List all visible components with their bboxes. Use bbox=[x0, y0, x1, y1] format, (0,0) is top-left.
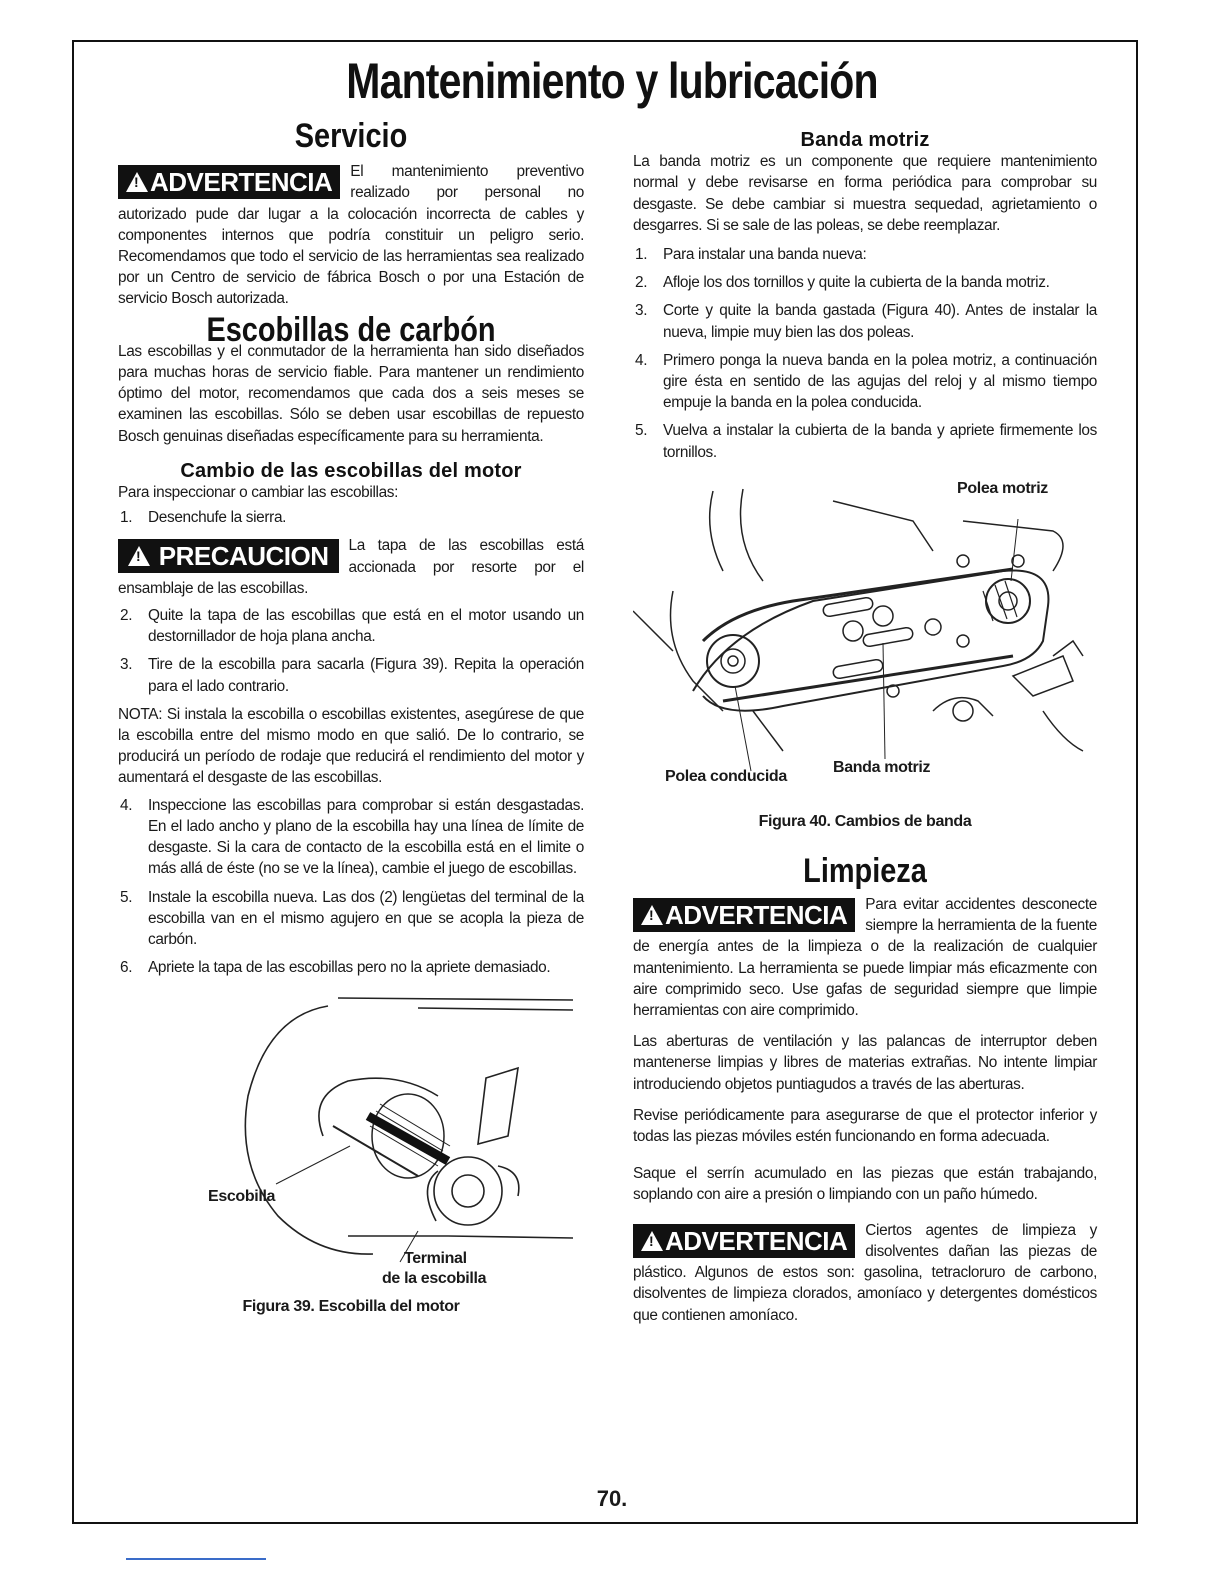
page-title: Mantenimiento y lubricación bbox=[346, 53, 878, 109]
servicio-warning-text: El mantenimiento preventivo realizado por personal no autorizado pude dar lugar a la colocación incorrecta de cables y componentes internos que podría constituir un peligro serio. Recomendamos que todo el servicio de las herramientas sea realizado por un Centro de servicio de fábrica Bosch o por una Estación de servicio Bosch autorizada. bbox=[118, 163, 584, 308]
escobillas-intro: Las escobillas y el conmutador de la herramienta han sido diseñados para muchas horas de servicio fiable. Para mantener un rendimiento óptimo del motor, recomendamos que cada dos a seis meses se examinen las escobillas. Sólo se deben usar escobillas de repuesto Bosch genuinas diseñadas específicamente para su herramienta. bbox=[118, 342, 584, 445]
limpieza-warning-1-text: Para evitar accidentes desconecte siempre la herramienta de la fuente de energía antes de la limpieza o de la realización de cualquier mantenimiento. La herramienta se puede limpiar más eficazmente con aire comprimido seco. Use gafas de seguridad siempre que limpie herramientas con aire comprimido. bbox=[633, 896, 1097, 1020]
banda-intro: La banda motriz es un componente que requiere mantenimiento normal y debe revisarse en forma periódica para comprobar su desgaste. Se debe cambiar si muestra sequedad, agrietamiento o desgarres. Si se sale de las poleas, se debe reemplazar. bbox=[633, 153, 1097, 234]
drive-pulley-leader-line bbox=[1011, 519, 1018, 581]
belt-leader-line bbox=[883, 643, 885, 759]
list-item: 2. Afloje los dos tornillos y quite la cubierta de la banda motriz. bbox=[635, 274, 1050, 292]
cambio-steps-c bbox=[118, 795, 584, 979]
cambio-heading: Cambio de las escobillas del motor bbox=[180, 459, 522, 482]
list-item: 3. Tire de la escobilla para sacarla (Figura 39). Repita la operación para el lado contrario. bbox=[120, 656, 584, 695]
bottom-accent-line bbox=[126, 1558, 266, 1560]
list-item: 6. Apriete la tapa de las escobillas pero no la apriete demasiado. bbox=[120, 959, 551, 977]
servicio-heading: Servicio bbox=[294, 117, 408, 155]
cambio-nota: NOTA: Si instala la escobilla o escobillas existentes, asegúrese de que la escobilla entre del mismo modo en que salió. De lo contrario, se producirá un período de rodaje que reducirá el rendimiento del motor y aumentará el desgaste de las escobillas. bbox=[118, 705, 584, 787]
cambio-intro: Para inspeccionar o cambiar las escobillas: bbox=[118, 484, 399, 502]
list-item: 5. Instale la escobilla nueva. Las dos (2) lengüetas del terminal de la escobilla van en el mismo agujero en que se acopla la pieza de carbón. bbox=[120, 888, 584, 948]
list-item: 1. Para instalar una banda nueva: bbox=[635, 246, 867, 264]
banda-steps bbox=[633, 244, 1097, 463]
servicio-warning bbox=[118, 161, 584, 309]
warning-badge-label: ADVERTENCIA bbox=[665, 1225, 848, 1256]
figure-40 bbox=[633, 481, 1097, 861]
cambio-steps-a bbox=[118, 507, 584, 528]
label-banda-motriz: Banda motriz bbox=[833, 758, 931, 776]
list-item: 2. Quite la tapa de las escobillas que está en el motor usando un destornillador de hoja plana ancha. bbox=[120, 607, 584, 646]
label-polea-motriz: Polea motriz bbox=[957, 479, 1048, 497]
figure-39-illustration bbox=[118, 986, 584, 1276]
cambio-caution bbox=[118, 535, 584, 599]
label-terminal-line2: de la escobilla bbox=[382, 1270, 487, 1288]
banda-heading: Banda motriz bbox=[800, 129, 930, 151]
warning-triangle-icon bbox=[126, 172, 148, 192]
list-item: 4. Primero ponga la nueva banda en la polea motriz, a continuación gire ésta en sentido de las agujas del reloj y al mismo tiempo empuje la banda en la polea conducida. bbox=[635, 351, 1097, 412]
figure-39-caption: Figura 39. Escobilla del motor bbox=[242, 1298, 460, 1316]
figure-39 bbox=[118, 986, 584, 1316]
caution-triangle-icon bbox=[128, 546, 150, 566]
label-escobilla: Escobilla bbox=[208, 1188, 276, 1206]
left-column bbox=[118, 117, 584, 1316]
figure-40-caption: Figura 40. Cambios de banda bbox=[758, 812, 972, 830]
label-terminal-line1: Terminal bbox=[404, 1250, 467, 1268]
caution-badge bbox=[118, 539, 339, 573]
page-number: 70. bbox=[596, 1486, 628, 1511]
warning-badge-label: ADVERTENCIA bbox=[665, 900, 848, 931]
right-column bbox=[633, 126, 1097, 1332]
list-item: 1. Desenchufe la sierra. bbox=[120, 509, 287, 527]
limpieza-warning-2-text: Ciertos agentes de limpieza y disolventes dañan las piezas de plástico. Algunos de estos son: gasolina, tetracloruro de carbono, disolventes de limpieza clorados, amoníaco y detergentes domésticos que contienen amoníaco. bbox=[633, 1221, 1097, 1324]
caution-badge-label: PRECAUCION bbox=[158, 541, 329, 572]
list-item: 3. Corte y quite la banda gastada (Figura 40). Antes de instalar la nueva, limpie muy bien las dos poleas. bbox=[635, 302, 1097, 341]
escobillas-heading: Escobillas de carbón bbox=[206, 310, 496, 349]
limpieza-p1: Las aberturas de ventilación y las palancas de interruptor deben mantenerse limpias y libres de materias extrañas. No intente limpiar introduciendo objetos puntiagudos a través de las aberturas. bbox=[633, 1033, 1097, 1093]
warning-triangle-icon bbox=[641, 1231, 663, 1251]
brush-leader-line bbox=[276, 1146, 350, 1184]
warning-badge bbox=[633, 1224, 855, 1258]
cambio-caution-text: La tapa de las escobillas está accionada por resorte por el ensamblaje de las escobillas. bbox=[118, 537, 584, 597]
warning-badge-label: ADVERTENCIA bbox=[150, 167, 333, 198]
cambio-steps-b bbox=[118, 605, 584, 697]
list-item: 5. Vuelva a instalar la cubierta de la banda y apriete firmemente los tornillos. bbox=[635, 422, 1097, 461]
limpieza-p2: Revise periódicamente para asegurarse de que el protector inferior y todas las piezas móviles estén funcionando en forma adecuada. bbox=[633, 1106, 1097, 1146]
limpieza-warning-2 bbox=[633, 1220, 1097, 1326]
label-polea-conducida: Polea conducida bbox=[665, 767, 787, 785]
warning-badge bbox=[118, 165, 340, 199]
limpieza-p3: Saque el serrín acumulado en las piezas que están trabajando, soplando con aire a presión o limpiando con un paño húmedo. bbox=[633, 1165, 1097, 1204]
list-item: 4. Inspeccione las escobillas para comprobar si están desgastadas. En el lado ancho y plano de la escobilla hay una línea de límite de desgaste. Si la cara de contacto de la escobilla está en el limite o más allá de éste (no se ve la línea), cambie el juego de escobillas. bbox=[120, 796, 584, 878]
limpieza-heading: Limpieza bbox=[803, 851, 927, 890]
limpieza-warning-1 bbox=[633, 894, 1097, 1021]
warning-badge bbox=[633, 898, 855, 932]
warning-triangle-icon bbox=[641, 905, 663, 925]
